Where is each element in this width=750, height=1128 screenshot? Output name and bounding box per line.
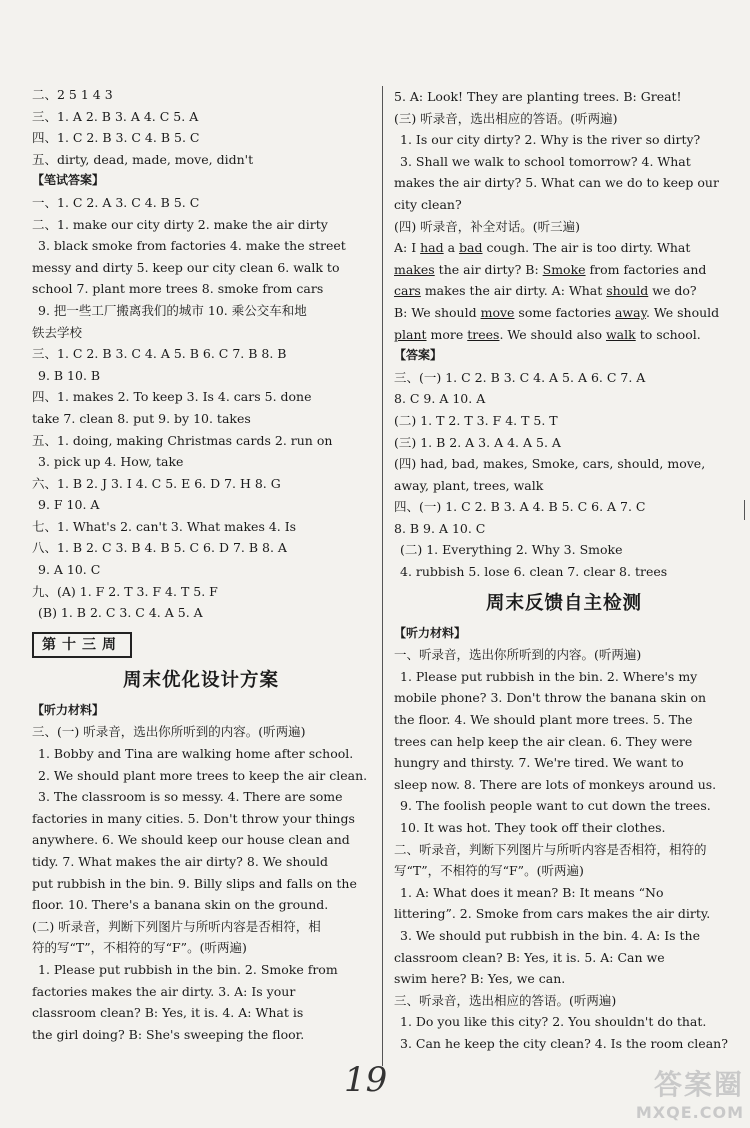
left-oral-answers [32, 84, 370, 170]
material-line: 三、听录音，选出相应的答语。(听两遍) [394, 992, 617, 1008]
answer-line: (四) had, bad, makes, Smoke, cars, should, move, [394, 456, 706, 472]
answer-line: 四、1. makes 2. To keep 3. Is 4. cars 5. done [32, 389, 312, 405]
edge-mark [744, 500, 745, 520]
answer-line: 三、(一) 1. C 2. B 3. C 4. A 5. A 6. C 7. A [394, 369, 646, 385]
watermark [636, 1063, 744, 1122]
fill-in-dialogue [394, 237, 734, 345]
answer-line: (三) 1. B 2. A 3. A 4. A 5. A [394, 434, 561, 450]
material-line: makes the air dirty? 5. What can we do to keep our [394, 175, 719, 191]
answer-line: 九、(A) 1. F 2. T 3. F 4. T 5. F [32, 583, 218, 599]
blank-answer: makes [394, 261, 435, 277]
blank-answer: had [420, 240, 444, 256]
material-line: 写“T”，不相符的写“F”。(听两遍) [394, 863, 584, 879]
material-line: 一、听录音，选出你所听到的内容。(听两遍) [394, 647, 642, 663]
dialogue-line: makes the air dirty? B: Smoke from factories and [394, 261, 707, 277]
answer-line: messy and dirty 5. keep our city clean 6. walk to [32, 259, 340, 275]
material-line: 10. It was hot. They took off their clothes. [400, 820, 666, 835]
answer-line: 六、1. B 2. J 3. I 4. C 5. E 6. D 7. H 8. G [32, 475, 281, 491]
answer-line: 3. pick up 4. How, take [38, 454, 184, 470]
left-column [32, 84, 370, 1045]
answer-line: 9. A 10. C [38, 562, 101, 578]
blank-answer: away [614, 304, 646, 320]
dialogue-line: B: We should move some factories away. We should [394, 304, 720, 320]
answer-line: (二) 1. Everything 2. Why 3. Smoke [400, 542, 623, 558]
answer-line: (二) 1. T 2. T 3. F 4. T 5. T [394, 412, 558, 428]
material-line: the girl doing? B: She's sweeping the floor. [32, 1026, 305, 1042]
material-line: 符的写“T”，不相符的写“F”。(听两遍) [32, 940, 247, 956]
section-title: 周末优化设计方案 [122, 669, 279, 691]
answer-line: 四、(一) 1. C 2. B 3. A 4. B 5. C 6. A 7. C [394, 499, 646, 515]
material-line: put rubbish in the bin. 9. Billy slips and falls on the [32, 875, 357, 891]
blank-answer: move [480, 304, 515, 320]
column-divider [382, 86, 383, 1066]
material-line: 1. A: What does it mean? B: It means “No [400, 884, 664, 900]
blank-answer: bad [459, 240, 483, 256]
material-line: the floor. 4. We should plant more trees. 5. The [394, 712, 693, 728]
watermark-text: 答案圈 [653, 1068, 744, 1101]
material-line: classroom clean? B: Yes, it is. 4. A: What is [32, 1005, 304, 1021]
material-line: 1. Is our city dirty? 2. Why is the river so dirty? [400, 132, 701, 148]
written-answers-tag: 【笔试答案】 [32, 173, 105, 188]
answer-line: 五、dirty, dead, made, move, didn't [32, 151, 254, 167]
material-line: (三) 听录音，选出相应的答语。(听两遍) [394, 110, 618, 126]
listening-tag: 【听力材料】 [32, 702, 105, 717]
dialogue-line: plant more trees. We should also walk to school. [394, 326, 701, 342]
material-line: 3. Can he keep the city clean? 4. Is the room clean? [400, 1035, 728, 1051]
answer-line: 8. C 9. A 10. A [394, 391, 486, 407]
material-line: classroom clean? B: Yes, it is. 5. A: Can we [394, 949, 665, 965]
answer-line: 9. 把一些工厂搬离我们的城市 10. 乘公交车和地 [38, 302, 307, 318]
answer-line: 8. B 9. A 10. C [394, 520, 486, 536]
material-line: factories in many cities. 5. Don't throw your things [32, 810, 355, 826]
answer-line: 七、1. What's 2. can't 3. What makes 4. Is [32, 518, 297, 534]
material-line: 2. We should plant more trees to keep the air clean. [38, 767, 368, 783]
blank-answer: Smoke [542, 261, 586, 277]
answer-line: 二、1. make our city dirty 2. make the air dirty [32, 216, 328, 232]
answer-line: school 7. plant more trees 8. smoke from cars [32, 281, 324, 297]
material-line: swim here? B: Yes, we can. [394, 971, 566, 987]
answer-line: 4. rubbish 5. lose 6. clean 7. clear 8. trees [400, 564, 668, 580]
answer-line: 9. B 10. B [38, 367, 101, 383]
material-line: 9. The foolish people want to cut down the trees. [400, 798, 711, 814]
material-line: 5. A: Look! They are planting trees. B: Great! [394, 89, 682, 104]
answer-line: 9. F 10. A [38, 497, 100, 513]
week-label: 第十三周 [32, 632, 132, 658]
material-line: mobile phone? 3. Don't throw the banana skin on [394, 690, 707, 706]
blank-answer: plant [394, 326, 427, 342]
material-line: anywhere. 6. We should keep our house clean and [32, 832, 350, 848]
material-line: 1. Do you like this city? 2. You shouldn't do that. [400, 1014, 707, 1030]
page-number: 19 [344, 1060, 388, 1100]
left-written-answers [32, 192, 370, 624]
material-line: (二) 听录音，判断下列图片与所听内容是否相符，相 [32, 918, 321, 934]
material-line: 三、(一) 听录音，选出你所听到的内容。(听两遍) [32, 724, 306, 740]
material-line: 二、听录音，判断下列图片与所听内容是否相符，相符的 [394, 841, 707, 857]
material-line: sleep now. 8. There are lots of monkeys around us. [394, 776, 717, 792]
material-line: 1. Bobby and Tina are walking home after school. [38, 746, 354, 762]
material-line: hungry and thirsty. 7. We're tired. We want to [394, 755, 684, 771]
material-line: floor. 10. There's a banana skin on the ground. [32, 897, 329, 913]
material-line: (四) 听录音，补全对话。(听三遍) [394, 218, 580, 234]
material-line: tidy. 7. What makes the air dirty? 8. We should [32, 854, 329, 869]
material-line: littering”. 2. Smoke from cars makes the air dirty. [394, 906, 711, 922]
blank-answer: should [606, 283, 649, 299]
section-title: 周末反馈自主检测 [485, 592, 642, 614]
answer-line: 八、1. B 2. C 3. B 4. B 5. C 6. D 7. B 8. A [32, 540, 287, 556]
blank-answer: walk [605, 326, 636, 342]
blank-answer: trees [467, 326, 500, 342]
right-listening-material [394, 644, 734, 1054]
dialogue-line: A: I had a bad cough. The air is too dirty. What [394, 240, 691, 256]
material-line: city clean? [394, 196, 462, 212]
right-listening-cont [394, 86, 734, 237]
blank-answer: cars [394, 283, 421, 299]
answer-line: 3. black smoke from factories 4. make the street [38, 238, 346, 254]
watermark-url: MXQE.COM [635, 1103, 744, 1122]
material-line: trees can help keep the air clean. 6. They were [394, 733, 693, 749]
answer-line: 三、1. A 2. B 3. A 4. C 5. A [32, 108, 199, 124]
answer-line: 四、1. C 2. B 3. C 4. B 5. C [32, 130, 200, 146]
answer-line: (B) 1. B 2. C 3. C 4. A 5. A [38, 605, 203, 621]
answer-line: 一、1. C 2. A 3. C 4. B 5. C [32, 194, 200, 210]
answer-tag: 【答案】 [394, 348, 443, 363]
answer-line: 铁去学校 [32, 324, 83, 340]
answer-line: take 7. clean 8. put 9. by 10. takes [32, 410, 251, 426]
material-line: 3. Shall we walk to school tomorrow? 4. What [400, 153, 691, 169]
material-line: 1. Please put rubbish in the bin. 2. Where's my [400, 668, 698, 684]
material-line: 3. We should put rubbish in the bin. 4. A: Is the [400, 927, 700, 943]
right-column [394, 86, 734, 1055]
left-listening-material [32, 721, 370, 1045]
answer-line: 五、1. doing, making Christmas cards 2. run on [32, 432, 333, 448]
material-line: 1. Please put rubbish in the bin. 2. Smoke from [38, 961, 338, 977]
answer-line: away, plant, trees, walk [394, 477, 544, 493]
right-answers [394, 367, 734, 583]
material-line: factories makes the air dirty. 3. A: Is your [32, 983, 296, 999]
listening-tag: 【听力材料】 [394, 625, 467, 640]
answer-line: 三、1. C 2. B 3. C 4. A 5. B 6. C 7. B 8. B [32, 346, 287, 362]
material-line: 3. The classroom is so messy. 4. There are some [38, 789, 343, 805]
answer-line: 二、2 5 1 4 3 [32, 87, 113, 102]
dialogue-line: cars makes the air dirty. A: What should we do? [394, 283, 697, 299]
